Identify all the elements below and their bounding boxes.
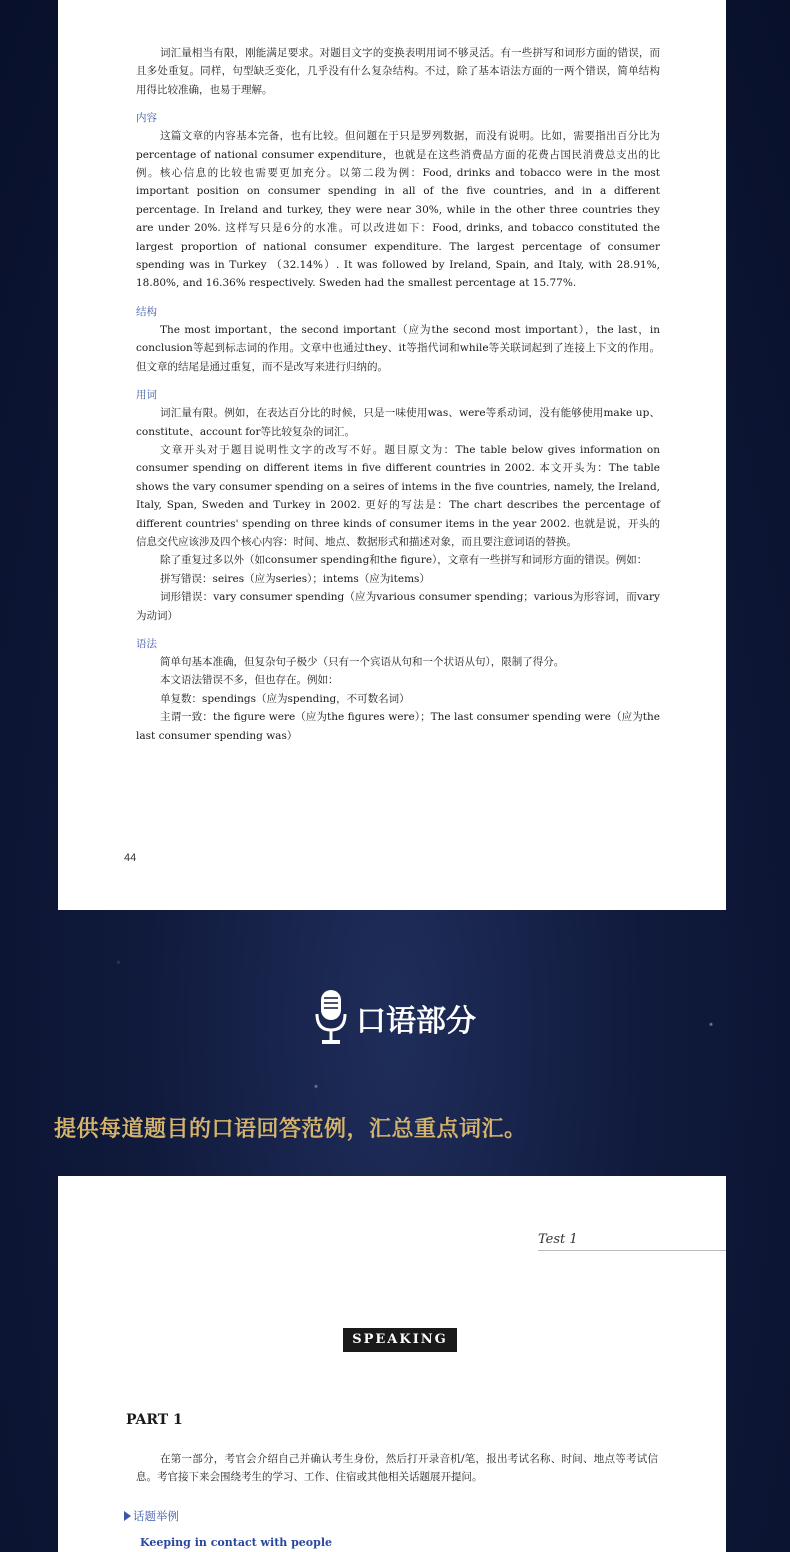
book-page-speaking — [58, 1176, 726, 1552]
grammar-paragraph-4: 主谓一致：the figure were（应为the figures were）；The last consumer spending were（应为the last consumer spending was） — [136, 711, 660, 742]
topic-item: Keeping in contact with people — [140, 1536, 333, 1549]
topic-example-header — [124, 1508, 179, 1524]
speaking-section-title — [0, 988, 790, 1048]
grammar-paragraph-1: 简单句基本准确，但复杂句子极少（只有一个宾语从句和一个状语从句），限制了得分。 — [160, 655, 565, 668]
vocabulary-paragraph-3: 除了重复过多以外（如consumer spending和the figure），文章有一些拼写和词形方面的错误。例如： — [160, 554, 648, 567]
header-rule — [538, 1250, 726, 1251]
grammar-paragraph-3: 单复数：spendings（应为spending，不可数名词） — [160, 692, 410, 705]
section-tagline: 提供每道题目的口语回答范例，汇总重点词汇。 — [54, 1117, 527, 1142]
intro-paragraph: 词汇量相当有限，刚能满足要求。对题目文字的变换表明用词不够灵活。有一些拼写和词形方面的错误，而且多处重复。同样，句型缺乏变化，几乎没有什么复杂结构。不过，除了基本语法方面的一两个错误，简单结构用得比较准确，也易于理解。 — [136, 47, 660, 96]
content-heading: 内容 — [136, 112, 157, 125]
vocabulary-paragraph-4: 拼写错误：seires（应为series）；intems（应为items） — [160, 572, 430, 585]
structure-heading: 结构 — [136, 305, 157, 318]
book-page-44 — [58, 0, 726, 910]
page-number: 44 — [124, 852, 137, 864]
microphone-icon — [314, 988, 348, 1048]
vocabulary-paragraph-1: 词汇量有限。例如，在表达百分比的时候，只是一味使用was、were等系动词，没有能够使用make up、constitute、account for等比较复杂的词汇。 — [136, 407, 660, 438]
grammar-paragraph-2: 本文语法错误不多，但也存在。例如： — [160, 674, 339, 687]
vocabulary-heading: 用词 — [136, 389, 157, 402]
grammar-heading: 语法 — [136, 637, 157, 650]
structure-paragraph: The most important，the second important（应为the second most important），the last，in conclusion等起到标志词的作用。文章中也通过they、it等指代词和while等关联词起到了连接上下文的作用。但文章的结尾是通过重复，而不是改写来进行归纳的。 — [136, 323, 660, 373]
section-title-text: 口语部分 — [356, 1004, 476, 1039]
topic-example-label: 话题举例 — [133, 1509, 179, 1523]
part-intro-paragraph: 在第一部分，考官会介绍自己并确认考生身份，然后打开录音机/笔，报出考试名称、时间、地点等考试信息。考官接下来会围绕考生的学习、工作、住宿或其他相关话题展开提问。 — [136, 1453, 658, 1484]
part-title: PART 1 — [126, 1412, 183, 1428]
content-paragraph: 这篇文章的内容基本完备，也有比较。但问题在于只是罗列数据，而没有说明。比如，需要指出百分比为percentage of national consumer expenditure，也就是在这些消费品方面的花费占国民消费总支出的比例。核心信息的比较也需要更加充分。以第二段为例：Food, drinks and tobacco were in the most important position on consumer spending in all of the five countries, and in a different percentage. In Ireland and turkey, they were near 30%, while in the other three countries they are under 20%. 这样写只是6分的水准。可以改进如下：Food, drinks, and tobacco constituted the largest proportion of national consumer expenditure. The largest percentage of consumer spending was in Turkey （32.14%）. It was followed by Ireland, Spain, and Italy, with 28.91%, 18.80%, and 16.36% respectively. Sweden had the smallest percentage at 15.77%. — [136, 130, 660, 290]
page-content — [136, 44, 660, 745]
test-label: Test 1 — [538, 1232, 578, 1247]
vocabulary-paragraph-5: 词形错误：vary consumer spending（应为various consumer spending；various为形容词，而vary为动词） — [136, 591, 660, 622]
arrow-right-icon — [124, 1511, 131, 1521]
speaking-label: SPEAKING — [343, 1328, 457, 1352]
vocabulary-paragraph-2: 文章开头对于题目说明性文字的改写不好。题目原文为：The table below gives information on consumer spending on different items in five different countries in 2002. 本文开头为：The table shows the vary consumer spending on a seires of intems in the five countries, namely, the Ireland, Italy, Span, Sweden and Turkey in 2002. 更好的写法是：The chart describes the percentage of different countries' spending on three kinds of consumer items in the year 2002. 也就是说，开头的信息交代应该涉及四个核心内容：时间、地点、数据形式和描述对象，而且要注意词语的替换。 — [136, 443, 660, 548]
